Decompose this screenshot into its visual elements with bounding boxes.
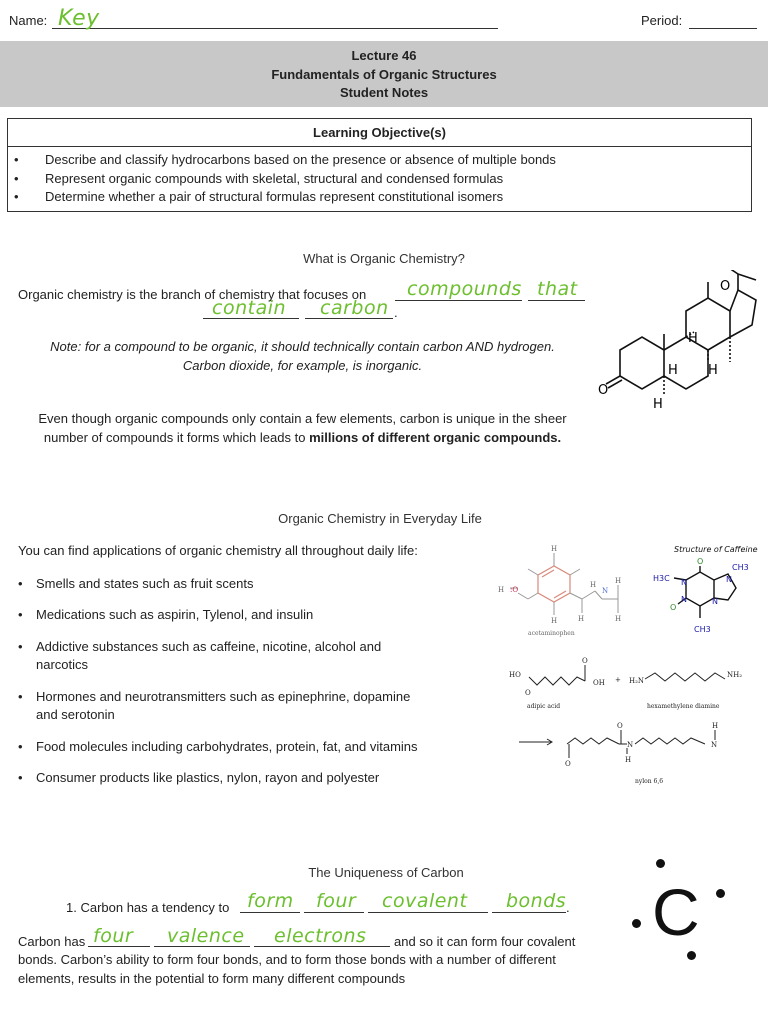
svg-text:N: N: [602, 587, 609, 595]
answer-electrons: electrons: [274, 925, 367, 947]
period-line[interactable]: [689, 28, 757, 29]
nylon-h: H: [712, 722, 719, 730]
note-line-1: Note: for a compound to be organic, it should technically contain carbon AND hydrogen.: [50, 339, 555, 354]
blank-line[interactable]: [528, 300, 585, 301]
lecture-subtitle: Student Notes: [339, 85, 429, 100]
period-label: Period:: [641, 13, 683, 28]
hexamethylene-label: hexamethylene diamine: [647, 703, 720, 710]
caffeine-ch3: CH3: [732, 563, 749, 572]
electron-dot: [632, 919, 641, 928]
blank-line[interactable]: [492, 912, 566, 913]
section-title-uniqueness: The Uniqueness of Carbon: [308, 865, 464, 880]
carbon-has-text: Carbon has: [18, 934, 86, 949]
svg-text:H: H: [551, 617, 558, 625]
caffeine-n: N: [681, 595, 687, 604]
caffeine-n: N: [712, 597, 718, 606]
nylon-n: N: [711, 741, 718, 749]
bullet-item: [18, 575, 448, 593]
electron-dot: [687, 951, 696, 960]
o-label: O: [525, 689, 531, 697]
h-label: H: [668, 363, 678, 378]
item1-text: 1. Carbon has a tendency to: [66, 900, 230, 915]
name-label: Name:: [9, 13, 48, 28]
h-label: H: [688, 331, 698, 346]
bullet-text: • Food molecules including carbohydrates, protein, fat, and vitamins: [36, 739, 418, 754]
blank-line[interactable]: [395, 300, 522, 301]
svg-text:H: H: [615, 577, 622, 585]
caffeine-n: N: [681, 578, 687, 587]
bullet-text-cont: and serotonin: [36, 707, 115, 722]
bullet-item: [18, 638, 448, 674]
carbon-para-end: and so it can form four covalent: [394, 934, 576, 949]
paragraph-line-2-bold: millions of different organic compounds.: [309, 430, 562, 445]
section-title-what-is: What is Organic Chemistry?: [303, 251, 465, 266]
nylon-label: nylon 6,6: [635, 778, 664, 785]
bullet-text: • Smells and states such as fruit scents: [36, 576, 254, 591]
caffeine-o: O: [670, 603, 677, 612]
definition-sentence: Organic chemistry is the branch of chemistry that focuses on: [18, 287, 367, 302]
paragraph-line-1: Even though organic compounds only contain a few elements, carbon is unique in the sheer: [38, 411, 567, 426]
objective-item: • Determine whether a pair of structural formulas represent constitutional isomers: [8, 188, 751, 207]
svg-text:H: H: [590, 581, 597, 589]
svg-text:H: H: [551, 545, 558, 553]
acetaminophen-label: acetaminophen: [528, 630, 575, 637]
answer-bonds: bonds: [506, 890, 567, 912]
bullet-text: • Consumer products like plastics, nylon, rayon and polyester: [36, 770, 380, 785]
carbon-para-line3: elements, results in the potential to form many different compounds: [18, 971, 406, 986]
blank-line[interactable]: [368, 912, 488, 913]
h-label: H: [708, 363, 718, 378]
h-label: H: [653, 397, 663, 412]
note-line-2: Carbon dioxide, for example, is inorganic.: [182, 358, 423, 373]
answer-compounds: compounds: [407, 278, 522, 300]
bullet-item: [18, 738, 448, 756]
objectives-title: Learning Objective(s): [8, 119, 751, 147]
carbon-symbol: C: [652, 875, 700, 949]
steroid-o-label: O: [598, 383, 609, 398]
caffeine-title: Structure of Caffeine: [674, 545, 758, 554]
lecture-number: Lecture 46: [351, 48, 417, 63]
blank-line[interactable]: [240, 912, 300, 913]
objectives-list: [8, 151, 751, 207]
bullet-item: [18, 769, 448, 787]
nylon-h: H: [625, 756, 632, 764]
answer-covalent: covalent: [382, 890, 468, 912]
bullet-text: • Addictive substances such as caffeine, nicotine, alcohol and: [36, 639, 382, 654]
nylon-o: O: [617, 722, 623, 730]
electron-dot: [716, 889, 725, 898]
carbon-para-line2: bonds. Carbon’s ability to form four bonds, and to form those bonds with a number of different: [18, 952, 556, 967]
name-answer: Key: [58, 6, 100, 31]
oh-label: OH: [593, 679, 605, 687]
electron-dot: [656, 859, 665, 868]
nylon-o: O: [565, 760, 571, 768]
bullet-text: • Hormones and neurotransmitters such as epinephrine, dopamine: [36, 689, 411, 704]
lecture-header: [0, 41, 768, 107]
svg-text:H: H: [615, 615, 622, 623]
o-label: O: [582, 657, 588, 665]
caffeine-figure: [650, 540, 765, 640]
adipic-acid-label: adipic acid: [527, 703, 561, 710]
answer-that: that: [537, 278, 578, 300]
svg-text:H: H: [498, 586, 505, 594]
everyday-intro: You can find applications of organic chemistry all throughout daily life:: [18, 543, 418, 558]
learning-objectives-box: [7, 118, 752, 212]
answer-valence: valence: [167, 925, 245, 947]
answer-carbon: carbon: [320, 297, 389, 319]
period-mark: .: [566, 900, 570, 915]
carbon-lewis-structure: [624, 855, 734, 965]
objective-item: • Describe and classify hydrocarbons based on the presence or absence of multiple bonds: [8, 151, 751, 170]
answer-form: form: [247, 890, 294, 912]
h2n-label: H₂N: [629, 677, 645, 685]
bullet-text-cont: narcotics: [36, 657, 89, 672]
paragraph-line-2: [0, 428, 605, 447]
answer-four: four: [316, 890, 357, 912]
caffeine-ch3: CH3: [694, 625, 711, 634]
blank-line[interactable]: [304, 912, 364, 913]
svg-text:H: H: [578, 615, 585, 623]
acetaminophen-figure: [490, 545, 640, 645]
caffeine-h3c: H3C: [653, 574, 670, 583]
answer-four: four: [93, 925, 134, 947]
caffeine-n: N: [726, 575, 732, 584]
ho-label: HO: [509, 671, 521, 679]
svg-text::O: :O: [510, 586, 519, 594]
plus-sign: +: [615, 676, 621, 684]
bullet-item: [18, 688, 448, 724]
period-mark: .: [394, 305, 398, 320]
nh2-label: NH₂: [727, 671, 743, 679]
nylon-figure: [515, 718, 765, 788]
name-line[interactable]: [52, 28, 498, 29]
paragraph-line-2-text: number of compounds it forms which leads to: [43, 430, 306, 445]
nylon-n: N: [627, 741, 634, 749]
objective-item: • Represent organic compounds with skeletal, structural and condensed formulas: [8, 170, 751, 189]
bullet-item: [18, 606, 448, 624]
answer-contain: contain: [212, 297, 287, 319]
lecture-title: Fundamentals of Organic Structures: [271, 66, 497, 82]
section-title-everyday: Organic Chemistry in Everyday Life: [278, 511, 482, 526]
steroid-structure-figure: [590, 270, 760, 415]
adipic-acid-figure: [505, 655, 765, 715]
caffeine-o: O: [697, 557, 704, 566]
bullet-text: • Medications such as aspirin, Tylenol, and insulin: [36, 607, 314, 622]
acetyl-o-label: O: [720, 279, 731, 294]
